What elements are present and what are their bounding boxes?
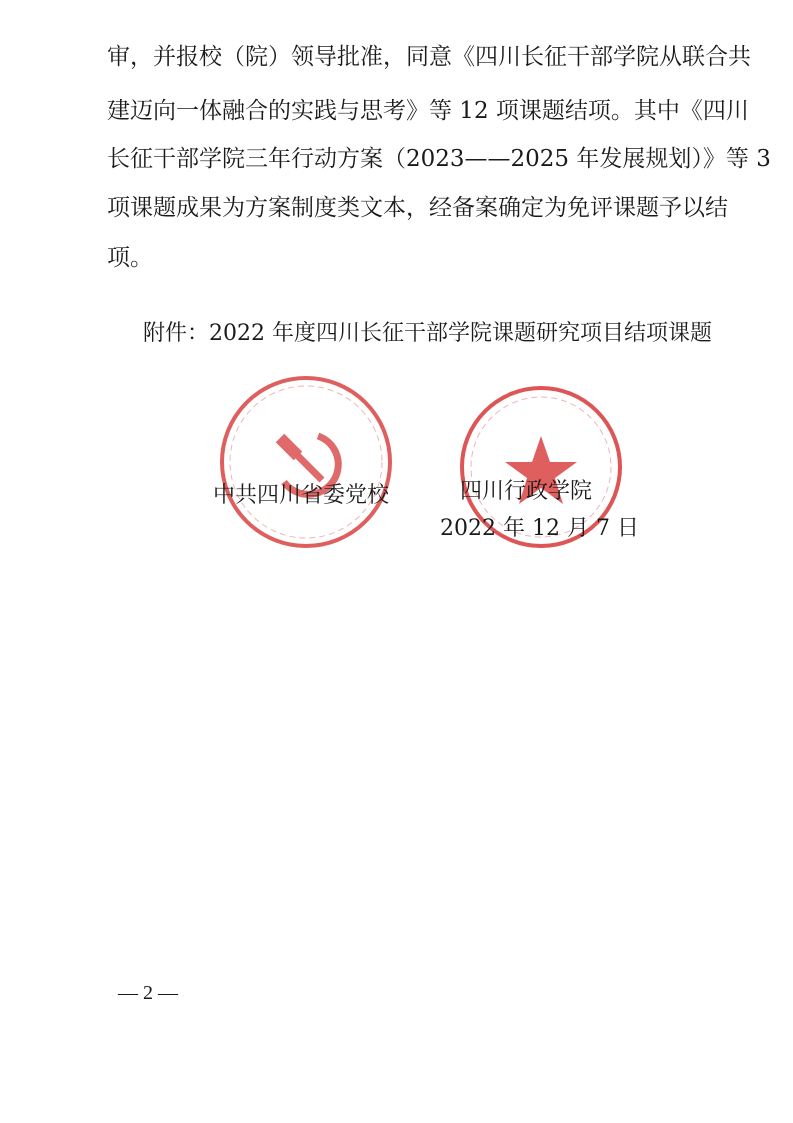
body-line: 建迈向一体融合的实践与思考》等 12 项课题结项。其中《四川 xyxy=(107,98,749,124)
signature-date: 2022 年 12 月 7 日 xyxy=(440,516,639,541)
attachment-note: 附件：2022 年度四川长征干部学院课题研究项目结项课题 xyxy=(143,321,712,346)
party-school-seal xyxy=(218,374,394,550)
body-line: 审，并报校（院）领导批准，同意《四川长征干部学院从联合共 xyxy=(107,44,751,70)
signature-party-school: 中共四川省委党校 xyxy=(213,483,390,508)
body-line: 项。 xyxy=(107,245,153,271)
page-number: — 2 — xyxy=(118,982,178,1004)
body-line: 项课题成果为方案制度类文本，经备案确定为免评课题予以结 xyxy=(107,195,728,221)
body-line: 长征干部学院三年行动方案（2023——2025 年发展规划）》等 3 xyxy=(107,146,771,172)
signature-admin-institute: 四川行政学院 xyxy=(460,479,593,504)
